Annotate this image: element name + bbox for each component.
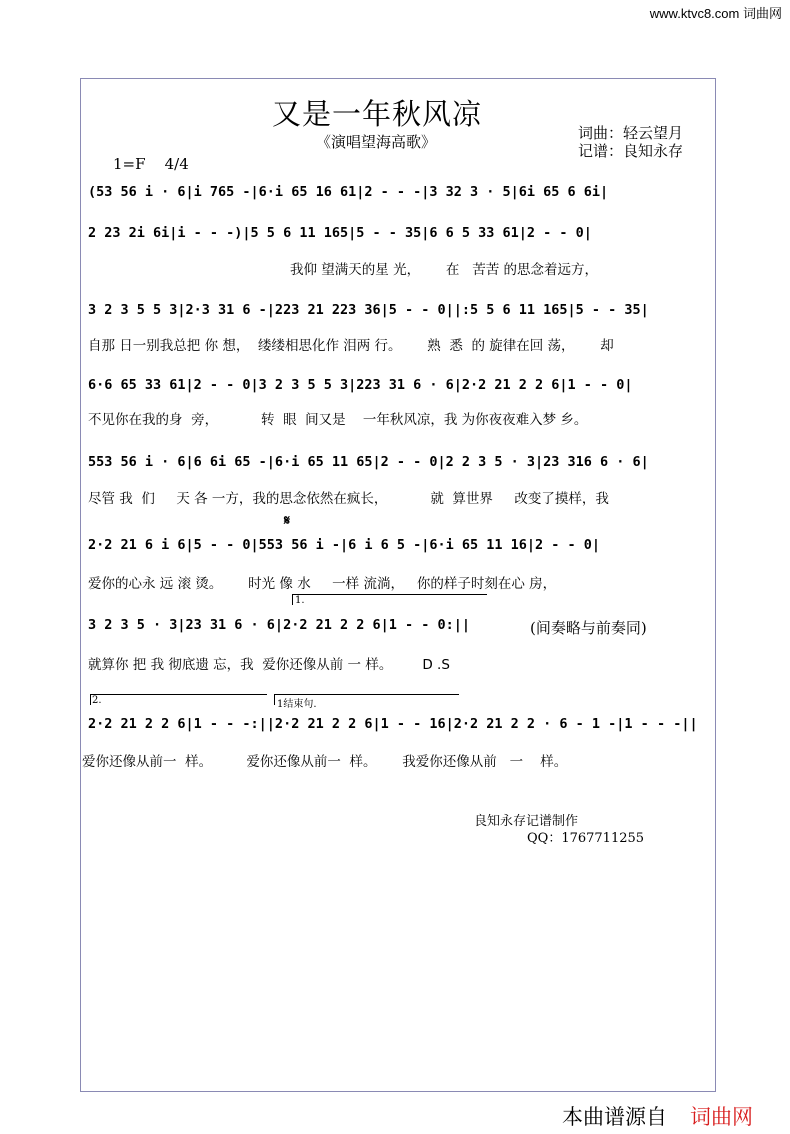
transcriber-credit: 记谱：良知永存 <box>578 142 684 160</box>
volta-2-label: 2. <box>92 695 102 706</box>
transcription-maker: 良知永存记谱制作 <box>474 814 579 829</box>
lyric-row-3: 自那 日一别我总把 你 想， 缕缕相思化作 泪两 行。 熟 悉 的 旋律在回 荡， 却 <box>88 338 614 354</box>
notation-row-6: 2·2 21 6 i 6|5 - - 0|553 56 i -|6 i 6 5 -|6·i 65 11 16|2 - - 0| <box>88 537 601 553</box>
lyric-row-8: 爱你还像从前一 样。 爱你还像从前一 样。 我爱你还像从前 一 样。 <box>82 754 568 770</box>
notation-row-4: 6·6 65 33 61|2 - - 0|3 2 3 5 5 3|223 31 6 · 6|2·2 21 2 2 6|1 - - 0| <box>88 377 633 393</box>
notation-row-8: 2·2 21 2 2 6|1 - - -:||2·2 21 2 2 6|1 - - 16|2·2 21 2 2 · 6 - 1 -|1 - - -|| <box>88 716 698 732</box>
ending-label: 1结束句. <box>277 699 317 710</box>
song-subtitle: 《演唱望海高歌》 <box>316 133 437 151</box>
lyric-row-6: 爱你的心永 远 滚 烫。 时光 像 水 一样 流淌， 你的样子时刻在心 房， <box>88 576 557 592</box>
volta-1-bracket <box>292 594 487 605</box>
volta-2-bracket <box>90 694 267 705</box>
notation-row-3: 3 2 3 5 5 3|2·3 31 6 -|223 21 223 36|5 - - 0||:5 5 6 11 165|5 - - 35| <box>88 302 649 318</box>
volta-1-label: 1. <box>295 595 305 606</box>
segno-sign: 𝄋 <box>284 513 291 529</box>
source-label: 本曲谱源自 <box>562 1105 667 1129</box>
contact-qq: QQ：1767711255 <box>527 831 645 846</box>
notation-row-1: (53 56 i · 6|i 765 -|6·i 65 16 61|2 - - -|3 32 3 · 5|6i 65 6 6i| <box>88 184 609 200</box>
lyricist-composer-credit: 词曲：轻云望月 <box>578 124 684 142</box>
notation-row-7: 3 2 3 5 · 3|23 31 6 · 6|2·2 21 2 2 6|1 - - 0:|| <box>88 617 471 633</box>
lyric-row-5: 尽管 我 们 天 各 一方，我的思念依然在疯长， 就 算世界 改变了摸样，我 <box>88 491 609 507</box>
key-signature: 1=F 4/4 <box>113 155 189 173</box>
song-title: 又是一年秋风凉 <box>272 97 483 131</box>
source-brand-link[interactable]: 词曲网 <box>690 1105 753 1129</box>
lyric-row-2: 我仰 望满天的星 光， 在 苦苦 的思念着远方， <box>290 262 598 278</box>
notation-row-5: 553 56 i · 6|6 6i 65 -|6·i 65 11 65|2 - - 0|2 2 3 5 · 3|23 316 6 · 6| <box>88 454 649 470</box>
site-url[interactable]: www.ktvc8.com 词曲网 <box>649 6 782 21</box>
notation-row-2: 2 23 2i 6i|i - - -)|5 5 6 11 165|5 - - 35|6 6 5 33 61|2 - - 0| <box>88 225 592 241</box>
lyric-row-4: 不见你在我的身 旁， 转 眼 间又是 一年秋风凉，我 为你夜夜难入梦 乡。 <box>88 412 588 428</box>
interlude-note: (间奏略与前奏同) <box>530 619 647 637</box>
lyric-row-7: 就算你 把 我 彻底遗 忘，我 爱你还像从前 一 样。 D .S <box>88 657 450 673</box>
